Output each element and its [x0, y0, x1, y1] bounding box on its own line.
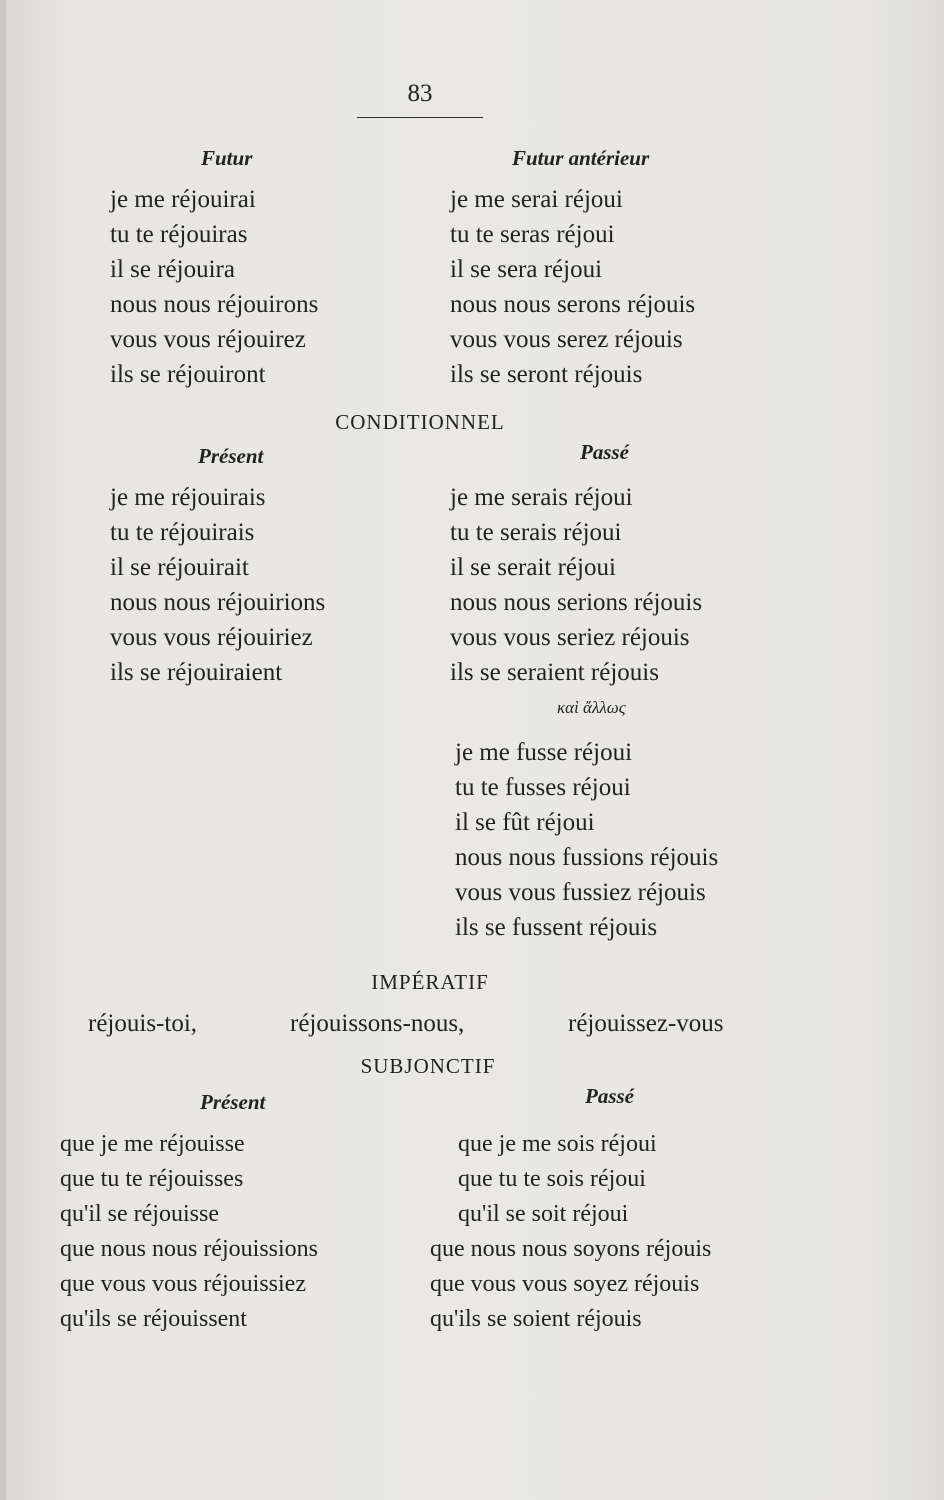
alternative-label: καὶ ἄλλως: [557, 698, 626, 717]
header-rule: [357, 117, 483, 118]
futur-anterieur-heading: Futur antérieur: [512, 146, 650, 170]
subjonctif-passe-column: [430, 1127, 711, 1337]
conjugation-line: qu'ils se soient réjouis: [430, 1306, 642, 1332]
conjugation-line: nous nous serons réjouis: [450, 291, 696, 318]
subjonctif-title: SUBJONCTIF: [360, 1054, 496, 1078]
conjugation-line: ils se réjouiront: [110, 361, 266, 388]
conjugation-line: que je me sois réjoui: [458, 1131, 657, 1157]
conjugation-line: il se sera réjoui: [450, 256, 603, 283]
conjugation-line: que je me réjouisse: [60, 1131, 245, 1157]
conjugation-line: nous nous réjouirons: [110, 291, 319, 318]
conditionnel-present-heading: Présent: [198, 444, 264, 468]
conjugation-line: je me fusse réjoui: [455, 739, 633, 766]
subjonctif-present-heading: Présent: [200, 1090, 266, 1114]
futur-anterieur-column: [450, 182, 695, 392]
conditionnel-alt-column: [455, 735, 718, 945]
conditionnel-passe-heading: Passé: [580, 440, 629, 464]
conjugation-line: je me réjouirai: [110, 186, 256, 213]
conjugation-line: que nous nous soyons réjouis: [430, 1236, 712, 1262]
conjugation-line: ils se fussent réjouis: [455, 914, 658, 941]
conjugation-line: que nous nous réjouissions: [60, 1236, 318, 1262]
conjugation-line: vous vous réjouiriez: [110, 624, 313, 651]
conjugation-line: ils se seraient réjouis: [450, 659, 659, 686]
conjugation-line: tu te seras réjoui: [450, 221, 615, 248]
conjugation-line: je me réjouirais: [110, 484, 266, 511]
conjugation-line: nous nous réjouirions: [110, 589, 326, 616]
imperatif-title: IMPÉRATIF: [371, 970, 489, 994]
conjugation-line: qu'il se soit réjoui: [458, 1201, 629, 1227]
conditionnel-title: CONDITIONNEL: [335, 410, 505, 434]
conjugation-line: que vous vous réjouissiez: [60, 1271, 306, 1297]
conjugation-line: tu te réjouirais: [110, 519, 255, 546]
subjonctif-passe-heading: Passé: [585, 1084, 634, 1108]
conjugation-line: que tu te sois réjoui: [458, 1166, 646, 1192]
page-number: 83: [407, 80, 433, 107]
imperatif-form: réjouis-toi,: [88, 1010, 198, 1037]
futur-heading: Futur: [201, 146, 253, 170]
conjugation-line: tu te fusses réjoui: [455, 774, 631, 801]
futur-column: [110, 182, 318, 392]
conjugation-line: tu te réjouiras: [110, 221, 248, 248]
conjugation-line: il se réjouira: [110, 256, 235, 283]
conjugation-line: nous nous fussions réjouis: [455, 844, 719, 871]
conjugation-line: vous vous serez réjouis: [450, 326, 683, 353]
conjugation-line: que tu te réjouisses: [60, 1166, 244, 1192]
imperatif-form: réjouissons-nous,: [290, 1010, 465, 1037]
conjugation-line: ils se réjouiraient: [110, 659, 283, 686]
conjugation-line: qu'il se réjouisse: [60, 1201, 219, 1227]
binding-shadow: [0, 0, 6, 1500]
conditionnel-present-column: [110, 480, 325, 690]
conjugation-line: nous nous serions réjouis: [450, 589, 703, 616]
conjugation-line: vous vous fussiez réjouis: [455, 879, 706, 906]
conjugation-line: vous vous réjouirez: [110, 326, 306, 353]
conjugation-line: je me serais réjoui: [450, 484, 633, 511]
conjugation-line: qu'ils se réjouissent: [60, 1306, 247, 1332]
imperatif-form: réjouissez-vous: [568, 1010, 724, 1037]
conjugation-line: ils se seront réjouis: [450, 361, 643, 388]
conditionnel-passe-column: [450, 480, 702, 690]
conjugation-line: il se serait réjoui: [450, 554, 616, 581]
conjugation-line: il se fût réjoui: [455, 809, 595, 836]
conjugation-line: tu te serais réjoui: [450, 519, 622, 546]
subjonctif-present-column: [60, 1127, 318, 1337]
conjugation-line: que vous vous soyez réjouis: [430, 1271, 700, 1297]
conjugation-line: je me serai réjoui: [450, 186, 623, 213]
conjugation-line: il se réjouirait: [110, 554, 249, 581]
conjugation-line: vous vous seriez réjouis: [450, 624, 690, 651]
